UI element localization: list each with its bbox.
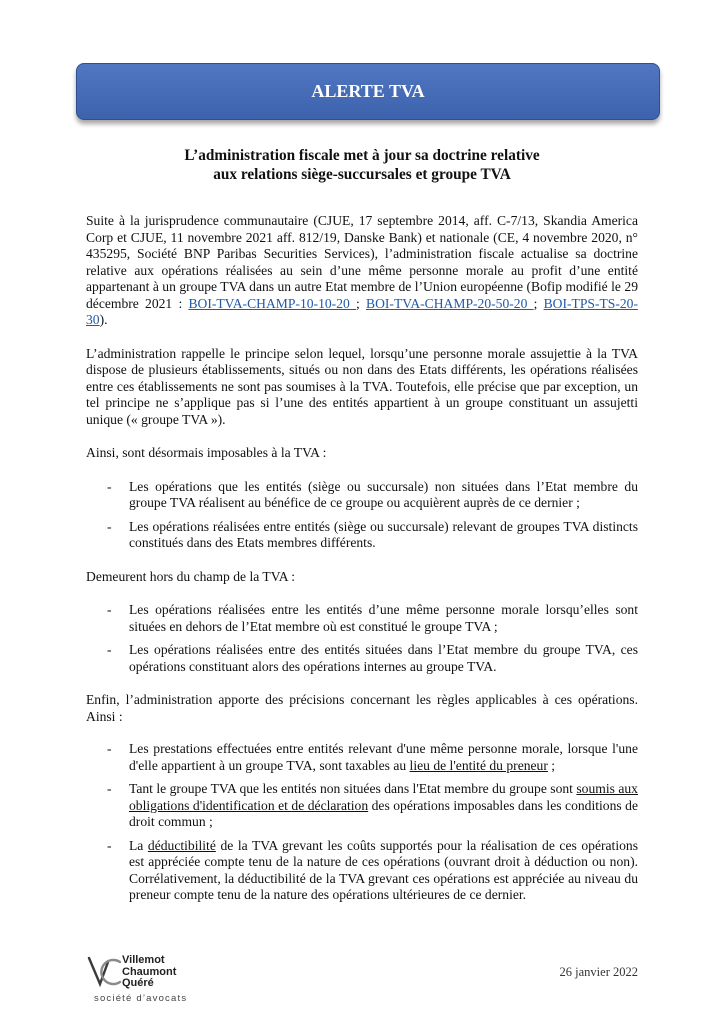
- taxable-list: [86, 479, 638, 552]
- underlined-term: lieu de l'entité du preneur: [409, 757, 548, 773]
- link-separator: ;: [356, 295, 367, 311]
- document-title: [86, 146, 638, 184]
- item-text: Les prestations effectuées entre entités relevant d'une même personne morale, lorsque l'une d'elle appartient à un groupe TVA, sont taxables au: [129, 741, 638, 773]
- bofip-link-1[interactable]: BOI-TVA-CHAMP-10-10-20: [188, 295, 357, 311]
- logo-line: Quéré: [122, 977, 154, 989]
- document-body: [86, 213, 638, 921]
- item-text: ;: [547, 757, 556, 773]
- taxable-heading: Ainsi, sont désormais imposables à la TVA :: [86, 445, 327, 460]
- underlined-term: soumis aux obligations d'identification et de déclaration: [129, 781, 638, 813]
- intro-paragraph: [86, 213, 638, 329]
- firm-logo: [86, 952, 246, 1006]
- logo-line: Chaumont: [122, 965, 177, 978]
- list-item: [86, 741, 638, 774]
- alert-banner: [76, 63, 660, 120]
- item-text: des opérations imposables dans les conditions de droit commun ;: [129, 797, 638, 829]
- list-item: - Les opérations réalisées entre les entités d’une même personne morale lorsqu’elles sont situées en dehors de l’Etat membre où est constitué le groupe TVA ;: [86, 602, 638, 635]
- item-text: de la TVA grevant les coûts supportés pour la réalisation de ces opérations est appréciée compte tenu de la nature de ces opérations (ouvrant droit à déduction ou non). Corrélativement, la déductibilité de la TVA grevant ces opérations est appréciée au niveau du preneur compte tenu de la nature des opérations ultérieures de ce dernier.: [129, 837, 638, 902]
- title-line-2: aux relations siège-succursales et groupe TVA: [213, 166, 511, 183]
- rules-paragraph: Enfin, l’administration apporte des précisions concernant les règles applicables à ces opérations. Ainsi :: [86, 692, 638, 724]
- logo-wordmark: [122, 955, 176, 990]
- item-text: Tant le groupe TVA que les entités non situées dans l'Etat membre du groupe sont: [129, 781, 577, 796]
- principle-paragraph: L’administration rappelle le principe selon lequel, lorsqu’une personne morale assujettie à la TVA dispose de plusieurs établissements, situés ou non dans des Etats différents, les opérations réalisées entre ces établissements ne sont pas soumises à la TVA. Toutefois, elle précise que par exception, un tel principe ne s’applique pas si l’une des entités appartient à un groupe constituant un assujetti unique (« groupe TVA »).: [86, 345, 638, 427]
- vcq-logo-icon: [86, 952, 126, 992]
- item-text: La: [129, 837, 148, 853]
- underlined-term: déductibilité: [147, 837, 216, 853]
- title-line-1: L’administration fiscale met à jour sa doctrine relative: [184, 147, 540, 164]
- list-item: - Les opérations réalisées entre des entités situées dans l’Etat membre du groupe TVA, ces opérations constituant alors des opérations internes au groupe TVA.: [86, 642, 638, 675]
- bofip-link-3[interactable]: BOI-TPS-TS-20-30: [86, 295, 638, 327]
- list-item: - Les opérations que les entités (siège ou succursale) non situées dans l’Etat membre du groupe TVA réalisent au bénéfice de ce groupe ou acquièrent auprès de ce dernier ;: [86, 479, 638, 512]
- list-item: [86, 838, 638, 904]
- intro-end: ).: [99, 312, 108, 327]
- out-of-scope-list: [86, 602, 638, 675]
- document-date: 26 janvier 2022: [559, 965, 638, 979]
- bofip-link-2[interactable]: BOI-TVA-CHAMP-20-50-20: [366, 295, 534, 311]
- intro-text: Suite à la jurisprudence communautaire (CJUE, 17 septembre 2014, aff. C-7/13, Skandia America Corp et CJUE, 11 novembre 2021 aff. 812/19, Danske Bank) et nationale (CE, 4 novembre 2020, n° 435295, Société BNP Paribas Securities Services), l’administration fiscale actualise sa doctrine relative aux opérations réalisées au sein d’une même personne morale au profit d’une entité appartenant à un groupe TVA dans un autre Etat membre de l’Union européenne (Bofip modifié le 29 décembre 2021 :: [86, 213, 638, 311]
- list-item: [86, 781, 638, 831]
- logo-line: Villemot: [122, 954, 165, 966]
- logo-subtitle: société d’avocats: [94, 993, 188, 1004]
- rules-list: [86, 741, 638, 904]
- list-item: - Les opérations réalisées entre entités (siège ou succursale) relevant de groupes TVA distincts constitués dans des Etats membres différents.: [86, 519, 638, 552]
- link-separator: ;: [533, 295, 544, 311]
- banner-title: ALERTE TVA: [311, 81, 425, 101]
- out-of-scope-heading: Demeurent hors du champ de la TVA :: [86, 568, 296, 584]
